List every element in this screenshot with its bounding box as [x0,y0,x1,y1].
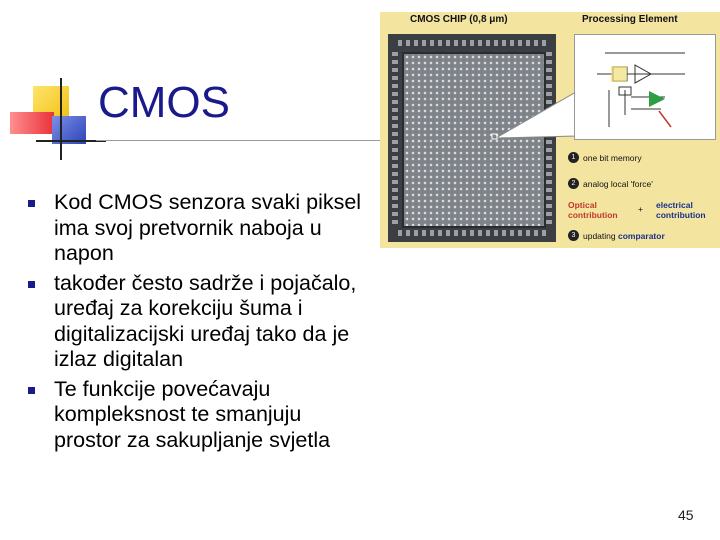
chip-title: CMOS CHIP (0,8 μm) [410,14,508,25]
bullet-square-icon [28,200,35,207]
legend-item-force: 2 analog local 'force' [568,178,653,189]
processing-element-title: Processing Element [582,14,678,25]
slide-title: CMOS [98,78,230,127]
bullet-item [28,190,368,267]
bullet-item [28,271,368,373]
number-1-icon: 1 [568,152,579,163]
cmos-chip-figure [380,12,720,248]
bullet-text: također često sadrže i pojačalo, uređaj za korekciju šuma i digitalizacijski uređaj tako da je izlaz digitalan [54,270,357,371]
bullet-item [28,377,368,454]
bullet-square-icon [28,281,35,288]
bullet-square-icon [28,387,35,394]
deco-red-square [10,112,54,134]
legend-item-comparator: 3 updating comparator [568,230,665,241]
bullet-list [28,190,368,457]
legend-plus: + [638,204,643,214]
bullet-text: Kod CMOS senzora svaki piksel ima svoj pretvornik naboja u napon [54,190,362,265]
deco-vertical-line [60,78,62,160]
number-3-icon: 3 [568,230,579,241]
legend-item-memory: 1 one bit memory [568,152,642,163]
bullet-text: Te funkcije povećavaju kompleksnost te smanjuju prostor za sakupljanje svjetla [54,376,331,452]
page-number: 45 [678,507,694,523]
processing-element-schematic [574,34,716,140]
title-underline [96,140,396,141]
comparator-triangle [649,91,665,107]
circuit-diagram [575,35,715,139]
number-2-icon: 2 [568,178,579,189]
legend-electrical: electrical contribution [656,200,706,220]
legend-optical: Optical contribution [568,200,618,220]
